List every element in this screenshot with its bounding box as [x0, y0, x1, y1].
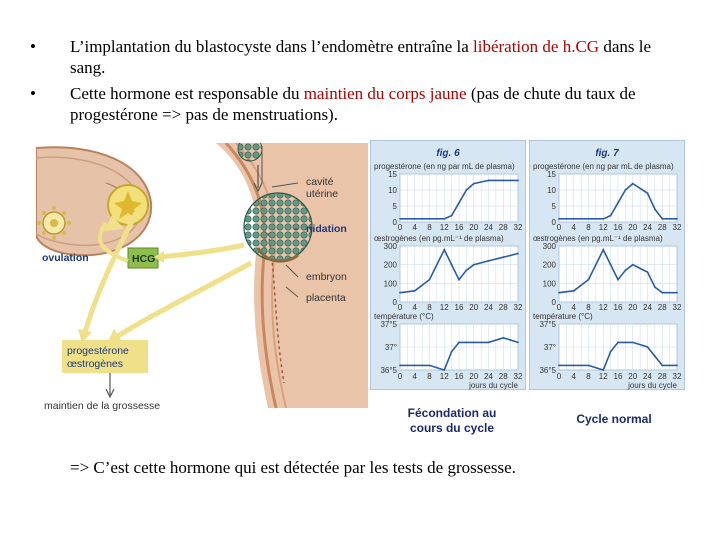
data-point — [414, 365, 416, 367]
bullet-text-end: (pas de chute du taux de progestérone => pas de menstruations). — [70, 84, 636, 124]
maintien-label: maintien de la grossesse — [44, 400, 161, 412]
data-point — [573, 365, 575, 367]
y-tick-label: 36°5 — [380, 366, 397, 375]
panel-title: œstrogènes (en pg.mL⁻¹ de plasma) — [374, 234, 504, 243]
data-point — [602, 218, 604, 220]
x-tick-label: 12 — [439, 372, 449, 381]
x-tick-label: 8 — [586, 223, 591, 232]
x-tick-label: 32 — [513, 223, 523, 232]
bullet-text: Cette hormone est responsable du — [70, 84, 304, 103]
x-tick-label: 28 — [657, 303, 667, 312]
y-tick-label: 15 — [388, 170, 397, 179]
nidation-label: nidation — [306, 223, 347, 235]
figure-title: fig. 7 — [595, 148, 619, 159]
data-point — [647, 271, 649, 273]
data-point — [617, 342, 619, 344]
data-point — [473, 183, 475, 185]
data-point — [473, 342, 475, 344]
data-point — [617, 279, 619, 281]
bullet-highlight: libération de h.CG — [473, 37, 600, 56]
data-point — [588, 218, 590, 220]
x-tick-label: 20 — [628, 223, 638, 232]
embryon-label: embryon — [306, 271, 347, 283]
data-point — [443, 249, 445, 251]
data-point — [676, 292, 678, 294]
data-point — [676, 365, 678, 367]
data-point — [647, 346, 649, 348]
x-tick-label: 32 — [672, 303, 682, 312]
data-point — [617, 202, 619, 204]
x-tick-label: 28 — [498, 223, 508, 232]
data-point — [458, 279, 460, 281]
y-tick-label: 5 — [551, 202, 556, 211]
data-point — [517, 253, 519, 255]
y-tick-label: 200 — [383, 260, 397, 270]
data-point — [502, 337, 504, 339]
x-tick-label: 16 — [613, 303, 623, 312]
y-tick-label: 37°5 — [539, 320, 556, 329]
x-tick-label: 20 — [469, 223, 479, 232]
data-point — [465, 342, 467, 344]
data-point — [602, 369, 604, 371]
data-point — [502, 256, 504, 258]
x-tick-label: 4 — [412, 372, 417, 381]
x-tick-label: 12 — [439, 303, 449, 312]
x-tick-label: 8 — [427, 372, 432, 381]
data-point — [632, 264, 634, 266]
data-point — [429, 279, 431, 281]
x-tick-label: 28 — [498, 372, 508, 381]
x-tick-label: 0 — [556, 303, 562, 312]
data-point — [399, 292, 401, 294]
conclusion-text: => C’est cette hormone qui est détectée par les tests de grossesse. — [70, 458, 516, 477]
data-point — [624, 269, 626, 271]
y-tick-label: 0 — [551, 218, 556, 227]
data-point — [654, 355, 656, 357]
x-axis-label: jours du cycle — [469, 381, 518, 390]
x-tick-label: 28 — [657, 372, 667, 381]
data-point — [654, 286, 656, 288]
y-tick-label: 37° — [543, 343, 556, 352]
x-tick-label: 4 — [571, 223, 576, 232]
data-point — [588, 279, 590, 281]
data-point — [502, 180, 504, 182]
x-tick-label: 24 — [484, 372, 493, 381]
bullet-symbol: • — [30, 37, 36, 56]
bullet-list — [30, 36, 690, 130]
y-tick-label: 15 — [547, 170, 556, 179]
panel-title: température (°C) — [533, 312, 593, 321]
data-point — [676, 218, 678, 220]
data-point — [414, 290, 416, 292]
y-tick-label: 0 — [392, 298, 397, 307]
data-point — [588, 365, 590, 367]
cavite-label: cavité — [306, 176, 334, 188]
uterine-label: utérine — [306, 188, 339, 200]
bullet-item — [30, 36, 690, 78]
data-point — [624, 189, 626, 191]
bullet-highlight: maintien du corps jaune — [303, 84, 467, 103]
y-tick-label: 10 — [388, 186, 397, 195]
x-tick-label: 8 — [427, 223, 432, 232]
x-tick-label: 8 — [427, 303, 432, 312]
x-tick-label: 20 — [469, 372, 479, 381]
x-tick-label: 32 — [513, 372, 523, 381]
placenta-label: placenta — [306, 292, 346, 304]
data-point — [517, 180, 519, 182]
x-tick-label: 16 — [454, 303, 464, 312]
y-tick-label: 37°5 — [380, 320, 397, 329]
data-point — [573, 290, 575, 292]
hcg-label: HCG — [132, 253, 156, 265]
x-tick-label: 0 — [556, 372, 562, 381]
data-point — [558, 365, 560, 367]
data-point — [488, 342, 490, 344]
data-point — [517, 342, 519, 344]
x-tick-label: 16 — [454, 223, 464, 232]
y-tick-label: 10 — [547, 186, 556, 195]
bullet-item — [30, 83, 690, 125]
panel-title: progestérone (en ng par mL de plasma) — [374, 162, 515, 171]
y-tick-label: 0 — [392, 218, 397, 227]
data-point — [465, 269, 467, 271]
x-tick-label: 20 — [469, 303, 479, 312]
x-tick-label: 4 — [412, 223, 417, 232]
data-point — [488, 180, 490, 182]
x-tick-label: 0 — [556, 223, 562, 232]
x-tick-label: 20 — [628, 372, 638, 381]
y-tick-label: 5 — [392, 202, 397, 211]
oestrogenes-label: œstrogènes — [67, 358, 124, 370]
y-tick-label: 300 — [542, 242, 556, 251]
y-tick-label: 37° — [384, 343, 397, 352]
data-point — [632, 183, 634, 185]
figure-7-chart — [529, 140, 685, 390]
data-point — [602, 249, 604, 251]
data-point — [661, 218, 663, 220]
panel-title: œstrogènes (en pg.mL⁻¹ de plasma) — [533, 234, 663, 243]
data-point — [632, 342, 634, 344]
data-point — [488, 260, 490, 262]
y-tick-label: 0 — [551, 298, 556, 307]
x-tick-label: 12 — [598, 303, 608, 312]
data-point — [647, 192, 649, 194]
x-tick-label: 12 — [439, 223, 449, 232]
data-point — [429, 218, 431, 220]
x-tick-label: 8 — [586, 372, 591, 381]
data-point — [399, 365, 401, 367]
data-point — [443, 218, 445, 220]
y-tick-label: 36°5 — [539, 366, 556, 375]
data-point — [399, 218, 401, 220]
data-point — [654, 208, 656, 210]
data-point — [458, 202, 460, 204]
x-tick-label: 12 — [598, 223, 608, 232]
data-point — [473, 264, 475, 266]
x-tick-label: 16 — [613, 372, 623, 381]
data-point — [429, 365, 431, 367]
y-tick-label: 100 — [383, 279, 397, 289]
data-point — [451, 264, 453, 266]
x-tick-label: 24 — [643, 303, 652, 312]
data-point — [610, 351, 612, 353]
data-point — [624, 342, 626, 344]
implantation-diagram — [36, 143, 368, 418]
panel-title: progestérone (en ng par mL de plasma) — [533, 162, 674, 171]
bullet-text: L’implantation du blastocyste dans l’endomètre entraîne la — [70, 37, 474, 56]
figure-6-caption: Fécondation au cours du cycle — [407, 406, 497, 435]
x-tick-label: 24 — [643, 223, 652, 232]
figure-7-caption: Cycle normal — [576, 412, 652, 426]
data-point — [610, 215, 612, 217]
x-tick-label: 24 — [484, 303, 493, 312]
x-tick-label: 12 — [598, 372, 608, 381]
y-tick-label: 200 — [542, 260, 556, 270]
data-point — [661, 365, 663, 367]
x-tick-label: 4 — [571, 372, 576, 381]
data-point — [558, 292, 560, 294]
y-tick-label: 100 — [542, 279, 556, 289]
figure-title: fig. 6 — [436, 148, 460, 159]
x-tick-label: 28 — [498, 303, 508, 312]
x-tick-label: 32 — [672, 372, 682, 381]
data-point — [610, 264, 612, 266]
data-point — [443, 369, 445, 371]
x-tick-label: 32 — [513, 303, 523, 312]
x-tick-label: 20 — [628, 303, 638, 312]
data-point — [458, 342, 460, 344]
x-tick-label: 32 — [672, 223, 682, 232]
data-point — [661, 292, 663, 294]
data-point — [451, 351, 453, 353]
data-point — [573, 218, 575, 220]
x-tick-label: 16 — [454, 372, 464, 381]
x-tick-label: 24 — [643, 372, 652, 381]
figure-6-chart — [370, 140, 526, 390]
ovulation-label: ovulation — [42, 252, 89, 264]
x-tick-label: 24 — [484, 223, 493, 232]
x-tick-label: 4 — [571, 303, 576, 312]
data-point — [451, 215, 453, 217]
panel-title: température (°C) — [374, 312, 434, 321]
bullet-symbol: • — [30, 84, 36, 103]
data-point — [558, 218, 560, 220]
y-tick-label: 300 — [383, 242, 397, 251]
x-tick-label: 0 — [397, 372, 403, 381]
x-tick-label: 0 — [397, 303, 403, 312]
data-point — [414, 218, 416, 220]
data-point — [465, 189, 467, 191]
blastocyst — [244, 193, 312, 261]
x-tick-label: 16 — [613, 223, 623, 232]
x-tick-label: 0 — [397, 223, 403, 232]
x-tick-label: 8 — [586, 303, 591, 312]
progesterone-label: progestérone — [67, 345, 129, 357]
x-tick-label: 4 — [412, 303, 417, 312]
x-tick-label: 28 — [657, 223, 667, 232]
bullet-text-end: dans le sang. — [70, 37, 652, 77]
x-axis-label: jours du cycle — [628, 381, 677, 390]
